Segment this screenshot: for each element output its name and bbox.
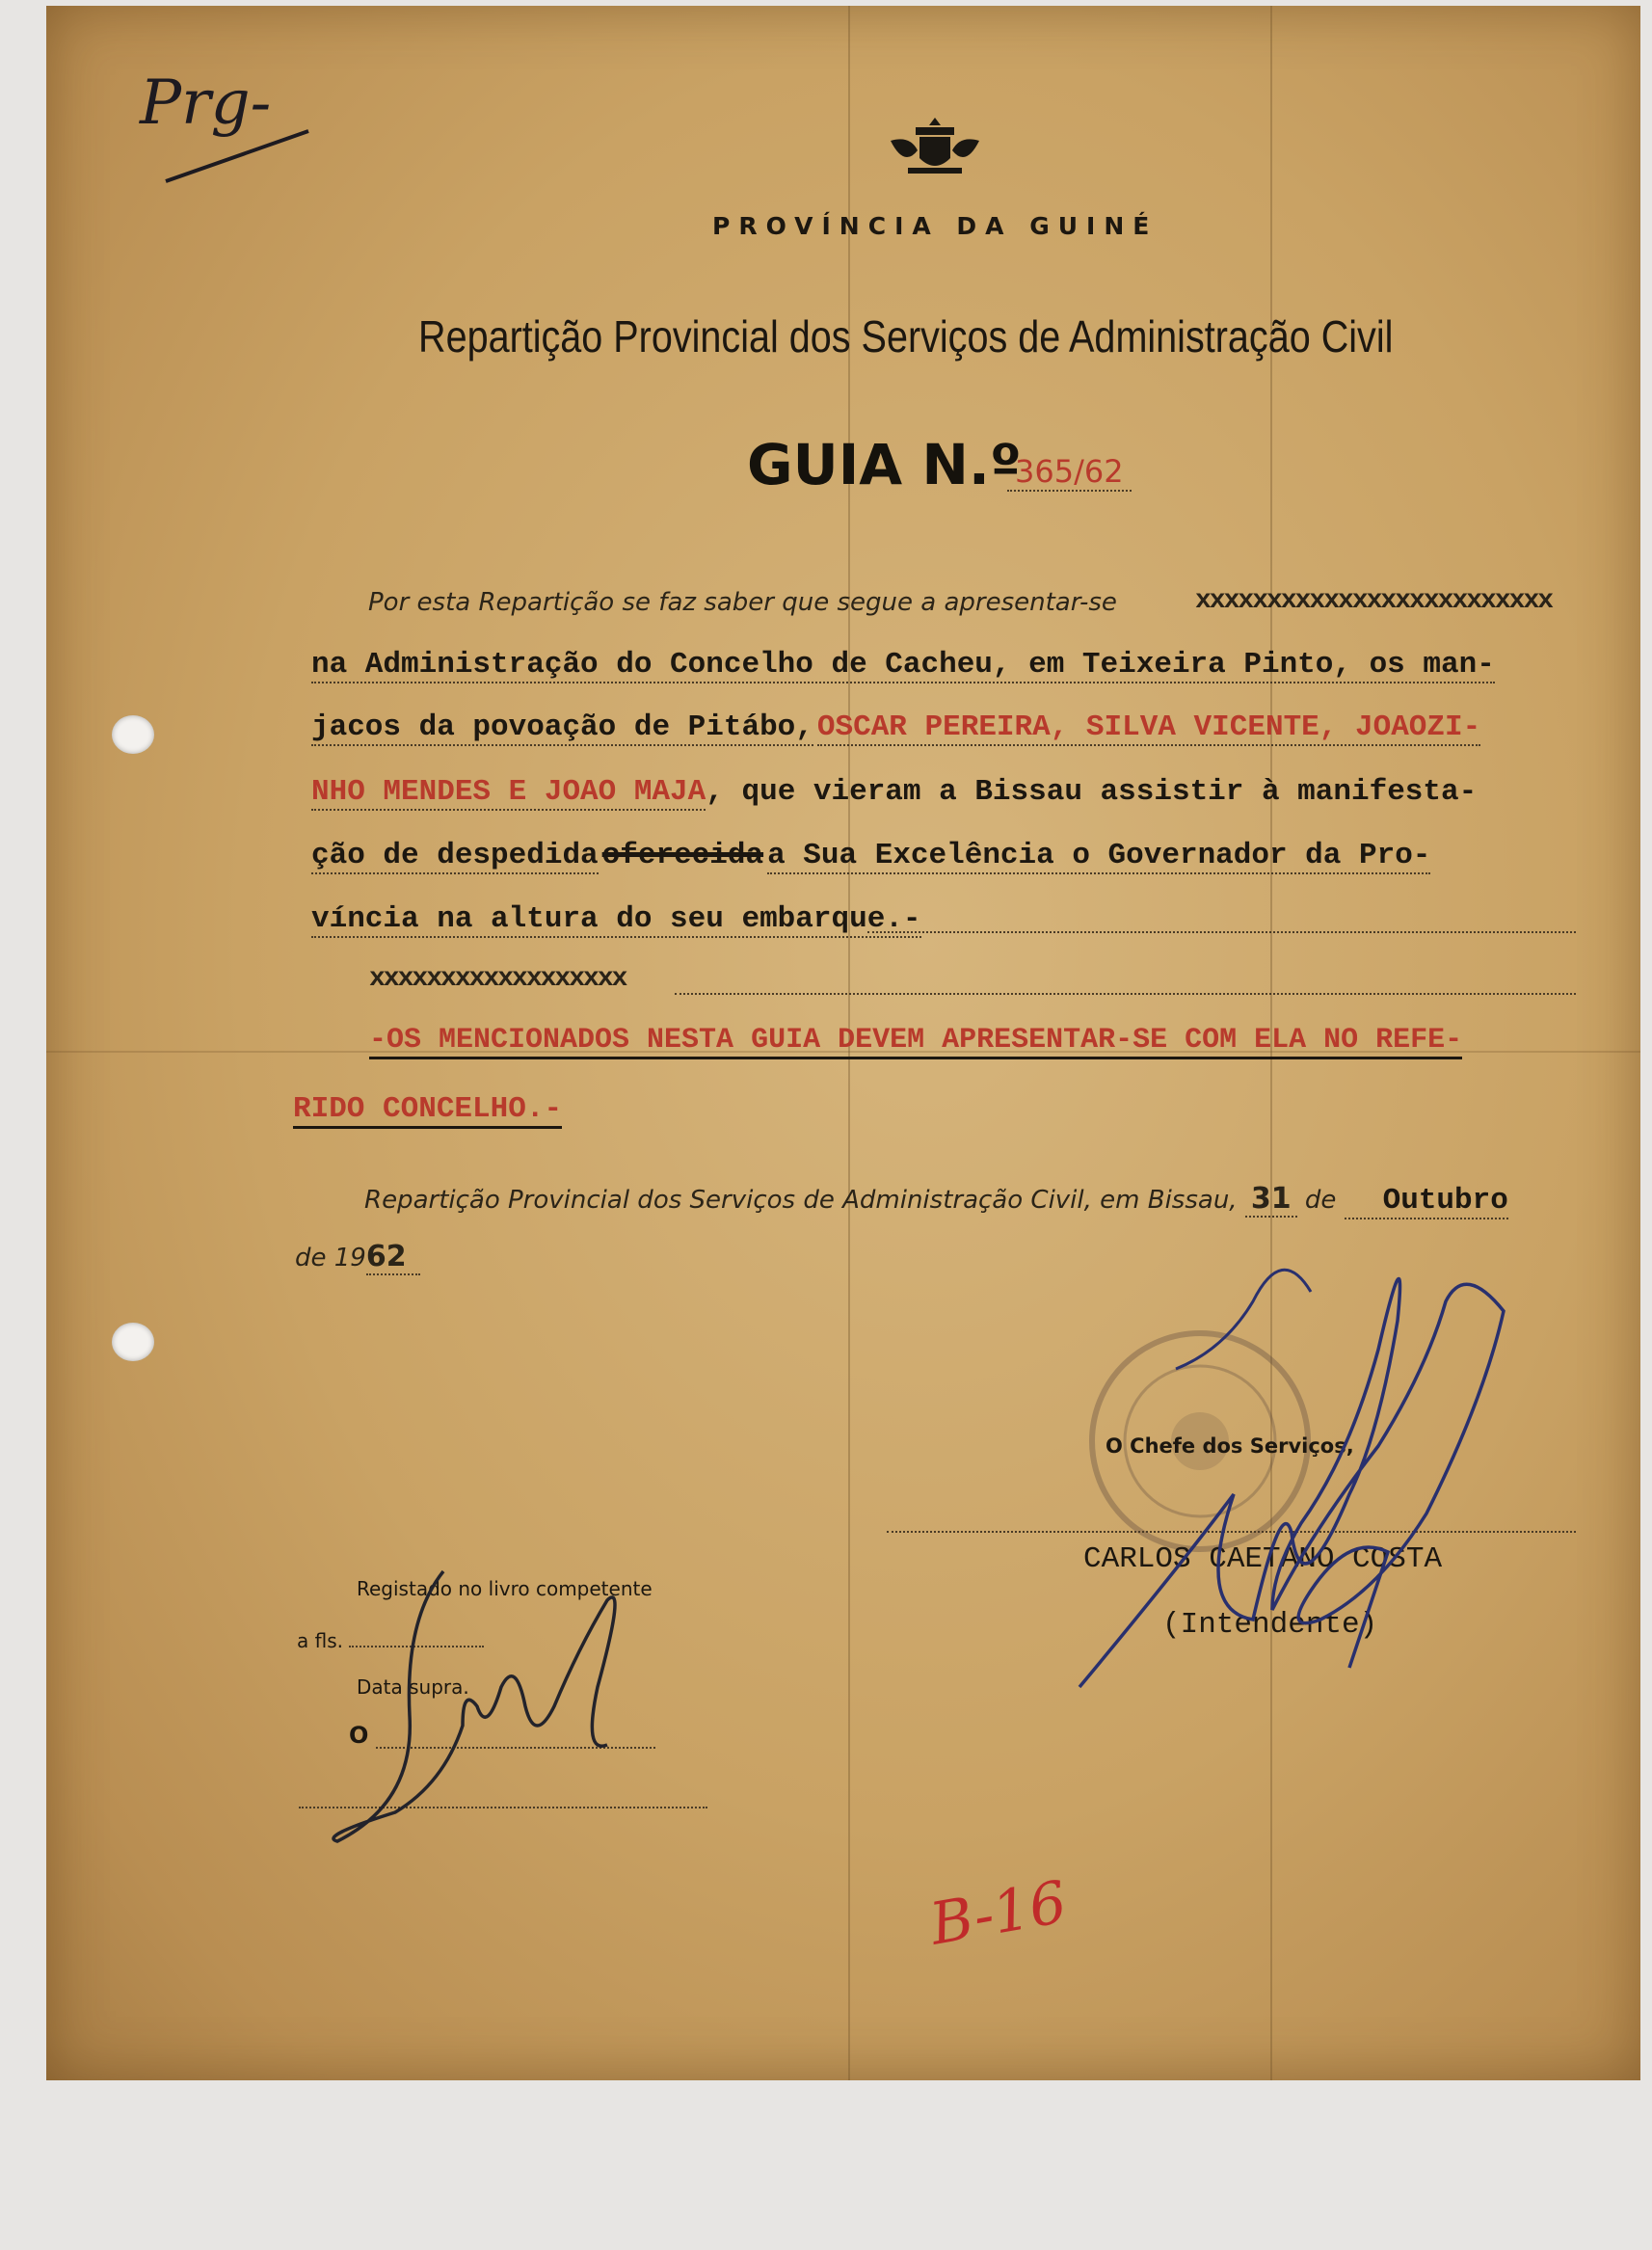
dotted-rule [675,993,1576,995]
office-heading: Repartição Provincial dos Serviços de Administração Civil [418,311,1394,362]
body-text: ção de despedida [311,839,599,872]
struck-text: xxxxxxxxxxxxxxxxxx [369,964,626,994]
dateline-de: de 19 [295,1244,366,1272]
registry-text: Registado no livro competente [357,1577,653,1600]
dateline-year [295,1240,420,1273]
guia-label: GUIA N.º [747,432,1022,497]
date-month: Outubro [1345,1184,1508,1219]
registry-signature [318,1562,684,1851]
dateline-prefix: Repartição Provincial dos Serviços de Administração Civil, em Bissau, [364,1186,1238,1215]
folio-label: a fls. [297,1629,343,1652]
intro-text: Por esta Repartição se faz saber que segue a apresentar-se [368,588,1117,617]
signatory-role: (Intendente) [1162,1608,1378,1642]
body-line [311,710,1480,744]
names-text: NHO MENDES E JOAO MAJA [311,775,706,809]
coat-of-arms-icon [887,112,983,181]
province-heading: PROVÍNCIA DA GUINÉ [712,212,1159,240]
date-year: 62 [366,1240,420,1275]
notice-line: -OS MENCIONADOS NESTA GUIA DEVEM APRESENTAR-SE COM ELA NO REFE- [369,1024,1462,1059]
body-text: , que vieram a Bissau assistir à manifesta- [706,775,1478,809]
struck-text: xxxxxxxxxxxxxxxxxxxxxxxxx [1195,586,1553,616]
body-text: a Sua Excelência o Governador da Pro- [767,839,1431,872]
struck-word: oferecida [601,839,764,872]
punch-hole [112,715,154,754]
body-line: na Administração do Concelho de Cacheu, em Teixeira Pinto, os man- [311,648,1495,682]
dateline-de: de [1304,1186,1337,1215]
body-line [311,775,1477,809]
guia-number: 365/62 [1007,453,1132,492]
punch-hole [112,1323,154,1361]
names-text: OSCAR PEREIRA, SILVA VICENTE, JOAOZI- [816,710,1481,744]
registry-date: Data supra. [357,1675,469,1699]
margin-note: Prg- [140,67,272,139]
notice-line: RIDO CONCELHO.- [293,1092,562,1129]
date-day: 31 [1245,1182,1297,1218]
margin-note-underline [164,123,318,191]
dotted-rule [867,931,1576,933]
signatory-name: CARLOS CAETANO COSTA [1083,1542,1443,1576]
registry-o: O [349,1722,369,1749]
body-text: jacos da povoação de Pitábo, [311,710,813,744]
signature-title: O Chefe dos Serviços, [1106,1434,1354,1458]
signature [1060,1205,1523,1706]
body-line: víncia na altura do seu embarque.- [311,902,921,936]
body-line [311,839,1430,872]
archive-mark: B-16 [924,1868,1072,1959]
